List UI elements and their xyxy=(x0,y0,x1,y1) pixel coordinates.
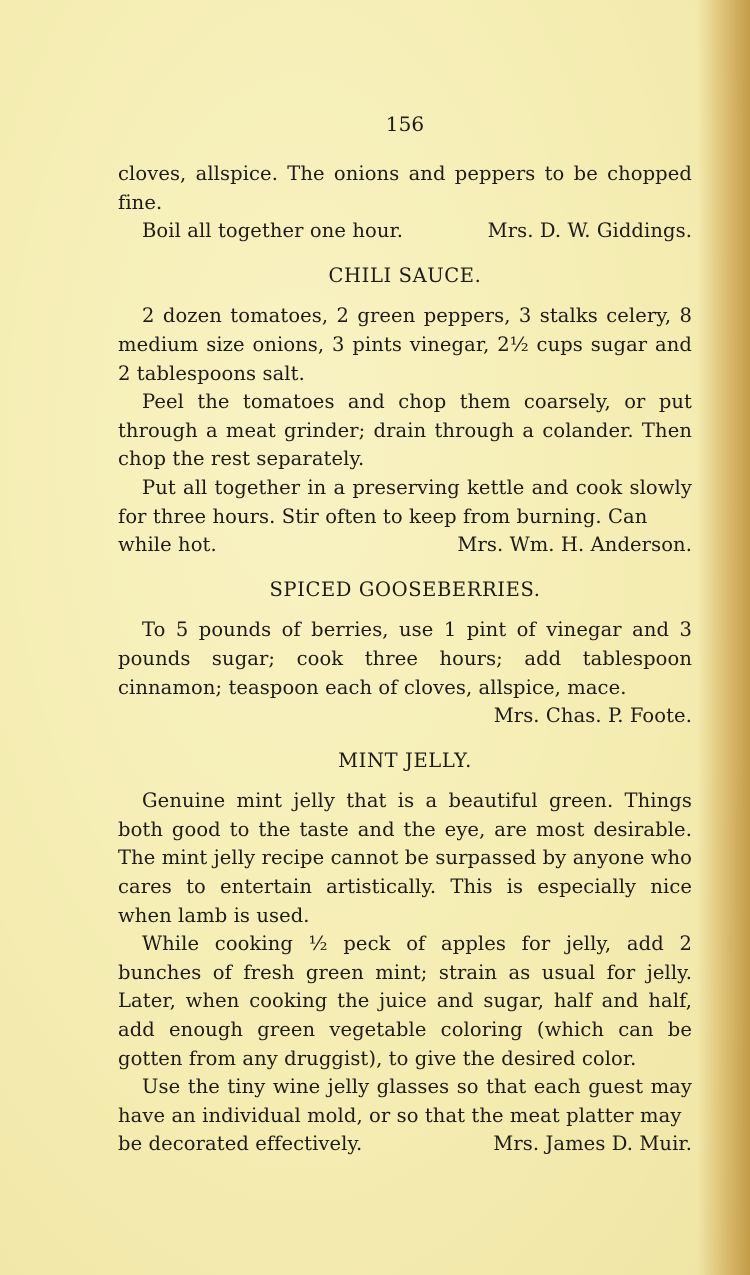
mint-jelly-signature: Mrs. James D. Muir. xyxy=(493,1132,692,1156)
chili-sauce-step-2-end: while hot. xyxy=(118,533,217,557)
continuation-text: cloves, allspice. The onions and peppers to be chopped fine. xyxy=(118,162,692,214)
chili-sauce-signed-line xyxy=(118,531,692,560)
page-number: 156 xyxy=(385,112,425,136)
intro-signature: Mrs. D. W. Giddings. xyxy=(487,219,692,243)
spiced-gooseberries-title: SPICED GOOSEBERRIES. xyxy=(269,577,541,601)
mint-jelly-step-2-end: be decorated effectively. xyxy=(118,1132,363,1156)
chili-sauce-step-2: Put all together in a preserving kettle and cook slowly for three hours. Stir often to keep from burning. Can xyxy=(118,475,692,528)
page-content xyxy=(118,110,692,1159)
chili-sauce-step-1: Peel the tomatoes and chop them coarsely, or put through a meat grinder; drain through a colander. Then chop the rest separately. xyxy=(118,390,692,471)
mint-jelly-signed-line xyxy=(118,1130,692,1159)
chili-sauce-title: CHILI SAUCE. xyxy=(328,263,482,287)
chili-sauce-signature: Mrs. Wm. H. Anderson. xyxy=(457,533,692,557)
mint-jelly-intro: Genuine mint jelly that is a beautiful green. Things both good to the taste and the eye, are most desirable. The mint jelly recipe cannot be surpassed by anyone who cares to entertain artistically. This is especially nice when lamb is used. xyxy=(118,789,692,927)
chili-sauce-ingredients: 2 dozen tomatoes, 2 green peppers, 3 stalks celery, 8 medium size onions, 3 pints vinegar, 2½ cups sugar and 2 tablespoons salt. xyxy=(118,304,692,385)
intro-signed-line xyxy=(118,217,692,246)
mint-jelly-step-1: While cooking ½ peck of apples for jelly, add 2 bunches of fresh green mint; strain as usual for jelly. Later, when cooking the juice and sugar, half and half, add enough green vegetable coloring (which can be gotten from any druggist), to give the desired color. xyxy=(118,932,692,1070)
mint-jelly-title: MINT JELLY. xyxy=(338,748,472,772)
spiced-gooseberries-recipe: To 5 pounds of berries, use 1 pint of vinegar and 3 pounds sugar; cook three hours; add tablespoon cinnamon; teaspoon each of cloves, allspice, mace. xyxy=(118,618,692,699)
mint-jelly-step-2: Use the tiny wine jelly glasses so that each guest may have an individual mold, or so that the meat platter may xyxy=(118,1075,692,1127)
spiced-gooseberries-signature: Mrs. Chas. P. Foote. xyxy=(493,704,692,728)
intro-instruction: Boil all together one hour. xyxy=(142,219,404,243)
